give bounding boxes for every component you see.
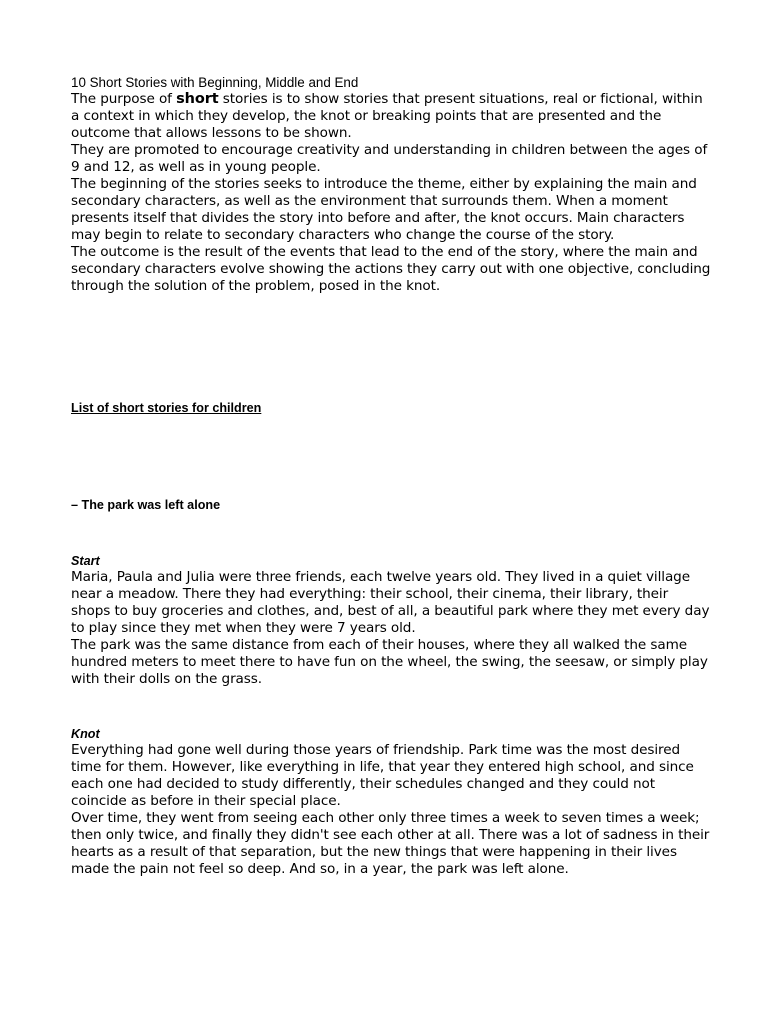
document-page (71, 74, 711, 877)
intro-paragraph-2: They are promoted to encourage creativity and understanding in children between the ages of 9 and 12, as well as in young people. (71, 142, 708, 175)
start-paragraph-1: Maria, Paula and Julia were three friends, each twelve years old. They lived in a quiet village near a meadow. There they had everything: their school, their cinema, their library, their shops to buy groceries and clothes, and, best of all, a beautiful park where they met every day to play since they met when they were 7 years old. (71, 569, 710, 636)
list-heading: List of short stories for children (71, 401, 262, 415)
intro-section (71, 91, 711, 295)
start-paragraph-2: The park was the same distance from each of their houses, where they all walked the same hundred meters to meet there to have fun on the wheel, the swing, the seesaw, or simply play with their dolls on the grass. (71, 637, 708, 687)
knot-paragraph-2: Over time, they went from seeing each other only three times a week to seven times a week; then only twice, and finally they didn't see each other at all. There was a lot of sadness in their hearts as a result of that separation, but the new things that were happening in their lives made the pain not feel so deep. And so, in a year, the park was left alone. (71, 810, 710, 877)
start-section (71, 569, 711, 688)
knot-label: Knot (71, 727, 100, 741)
intro-p1-before: The purpose of (71, 91, 177, 107)
start-label: Start (71, 554, 100, 568)
intro-p1-after: stories is to show stories that present situations, real or fictional, within a context in which they develop, the knot or breaking points that are presented and the outcome that allows lessons to be shown. (71, 91, 703, 141)
intro-paragraph-3: The beginning of the stories seeks to introduce the theme, either by explaining the main and secondary characters, as well as the environment that surrounds them. When a moment presents itself that divides the story into before and after, the knot occurs. Main characters may begin to relate to secondary characters who change the course of the story. (71, 176, 697, 243)
story-title: – The park was left alone (71, 498, 221, 512)
intro-p1-bold: short (176, 91, 219, 107)
intro-paragraph-1 (71, 91, 711, 142)
document-title: 10 Short Stories with Beginning, Middle and End (71, 75, 359, 90)
intro-paragraph-4: The outcome is the result of the events that lead to the end of the story, where the main and secondary characters evolve showing the actions they carry out with one objective, concluding through the solution of the problem, posed in the knot. (71, 244, 711, 294)
knot-paragraph-1: Everything had gone well during those years of friendship. Park time was the most desired time for them. However, like everything in life, that year they entered high school, and since each one had decided to study differently, their schedules changed and they could not coincide as before in their special place. (71, 742, 694, 809)
knot-section (71, 742, 711, 878)
